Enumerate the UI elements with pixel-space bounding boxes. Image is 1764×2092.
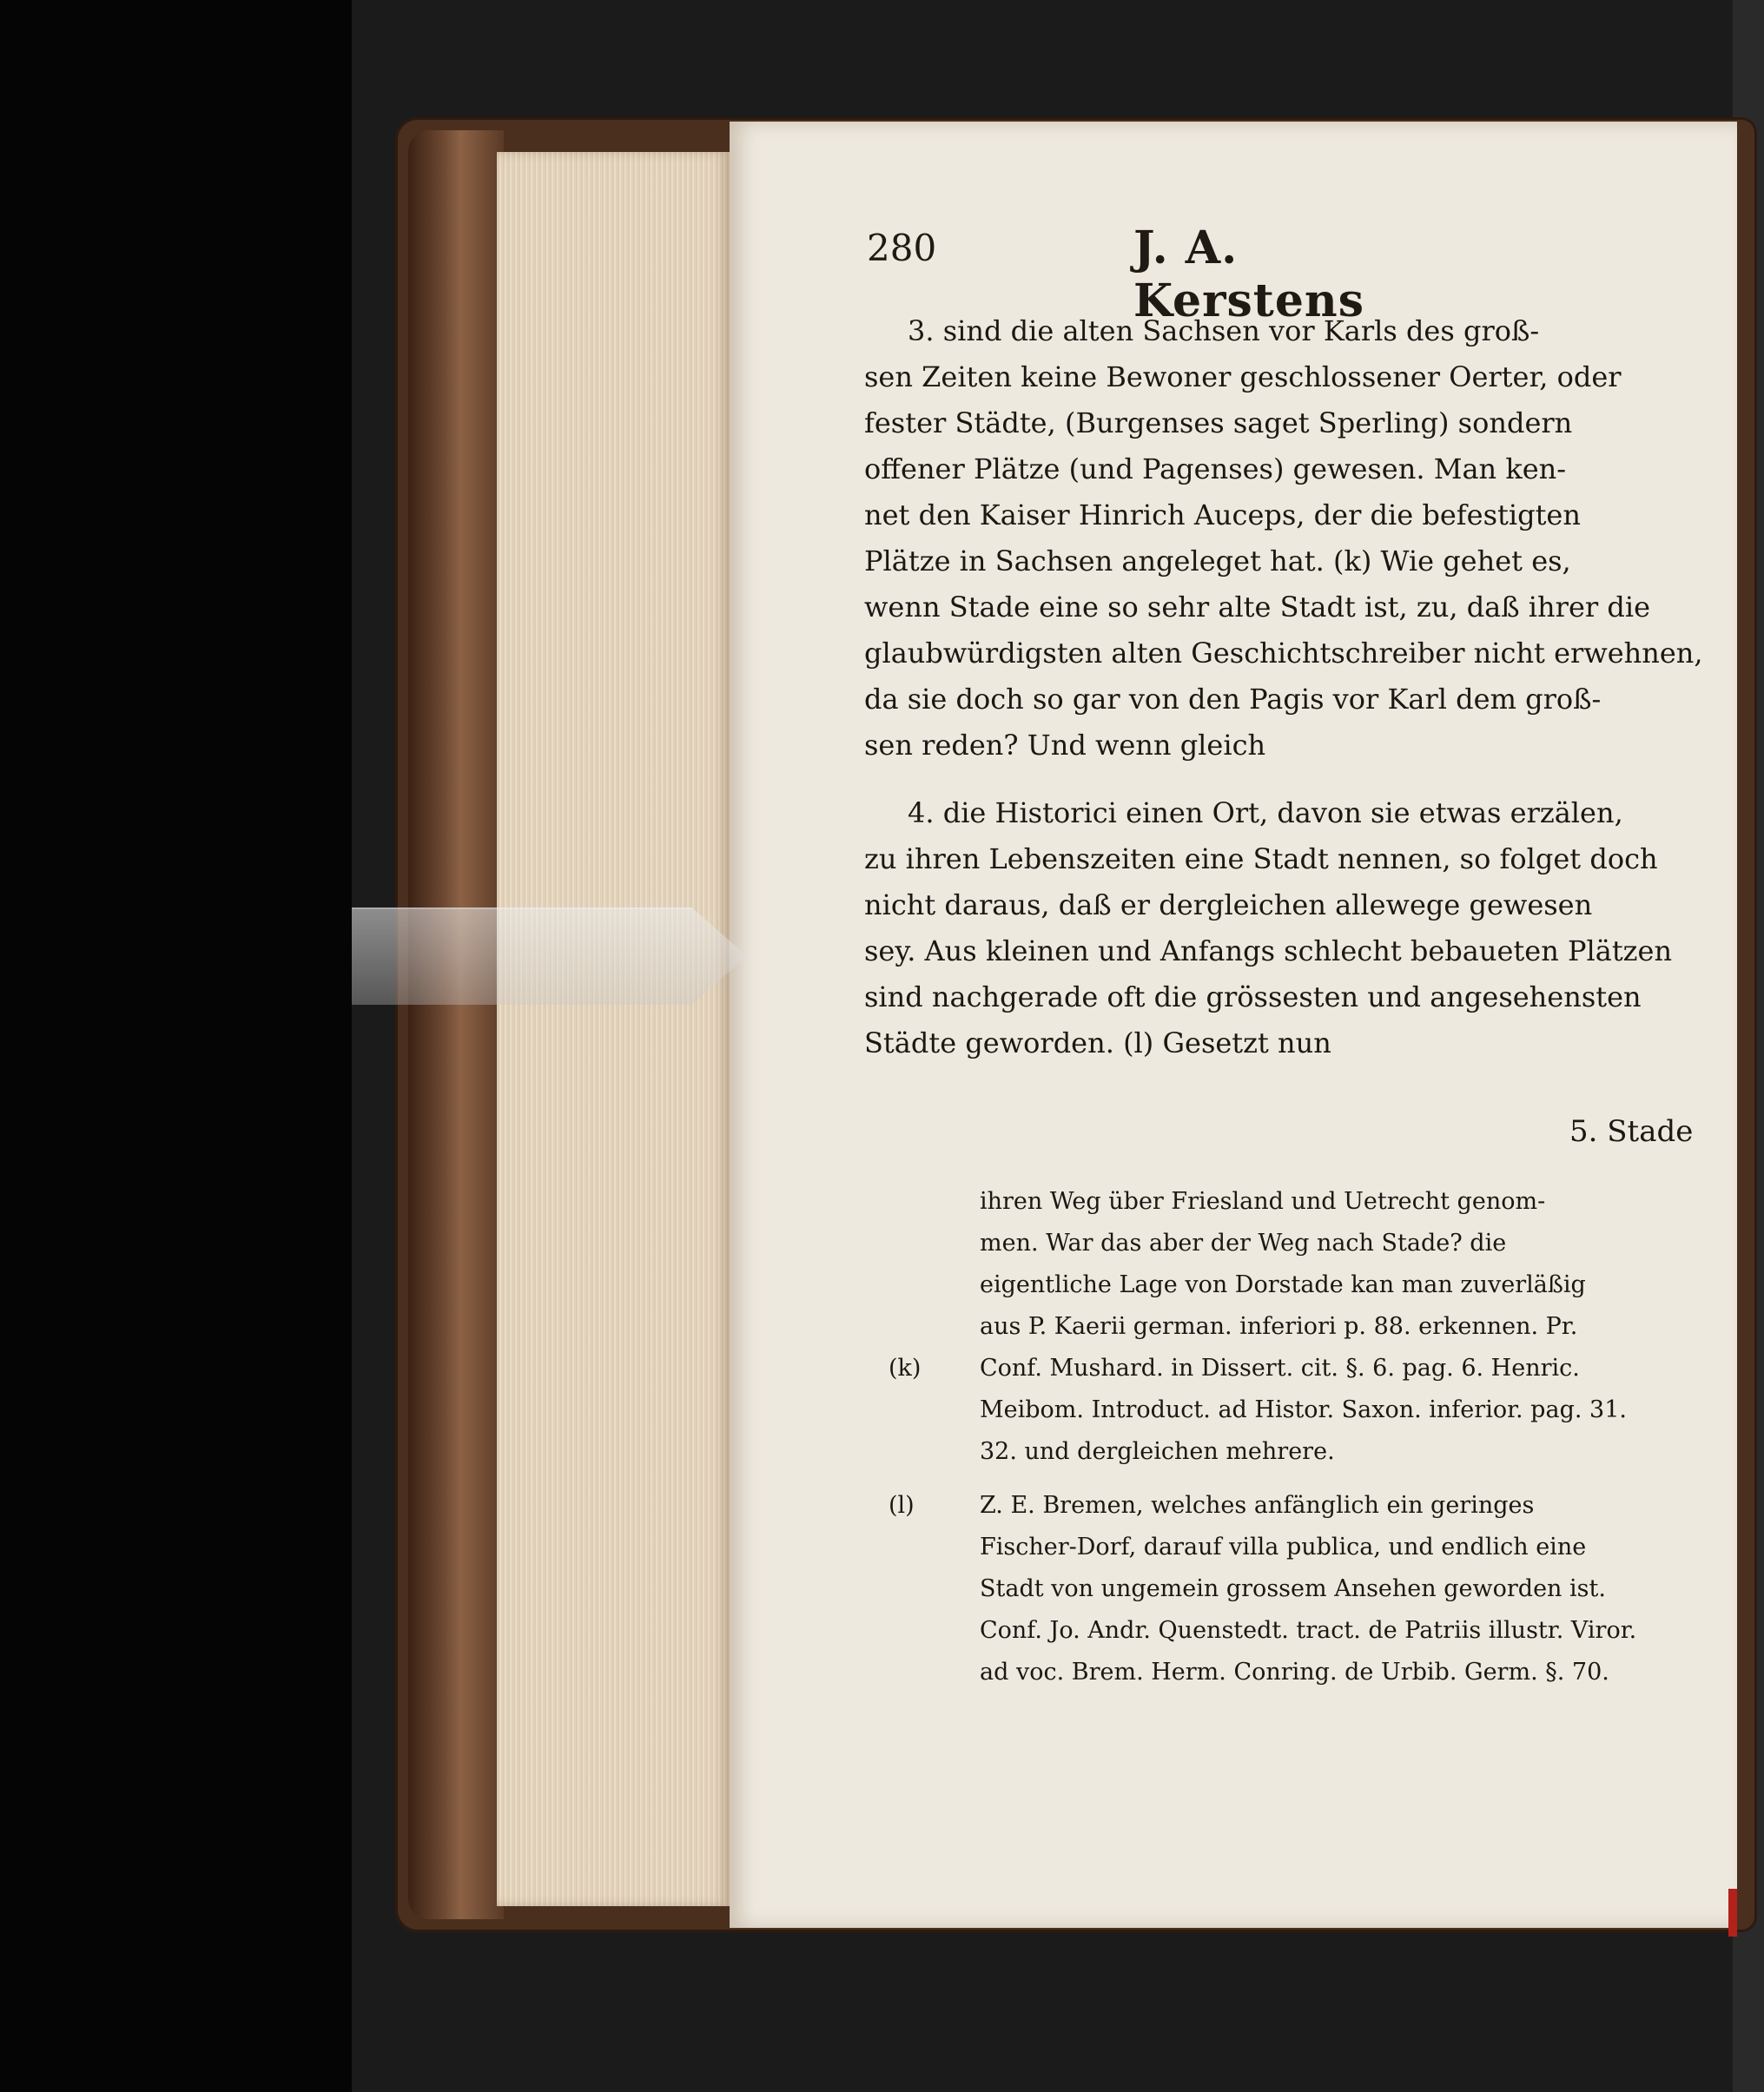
footnote-line: Conf. Mushard. in Dissert. cit. §. 6. pag. 6. Henric. xyxy=(980,1355,1580,1382)
catchword: 5. Stade xyxy=(1569,1114,1694,1149)
footnote-line: Conf. Jo. Andr. Quenstedt. tract. de Patriis illustr. Viror. xyxy=(980,1617,1637,1644)
page-header xyxy=(867,221,1431,327)
footnote-line: Stadt von ungemein grossem Ansehen geworden ist. xyxy=(980,1575,1606,1602)
footnote-mark: (k) xyxy=(889,1355,922,1382)
text-line: zu ihren Lebenszeiten eine Stadt nennen, so folget doch xyxy=(864,842,1658,875)
footnote-line: Fischer-Dorf, darauf villa publica, und endlich eine xyxy=(980,1534,1587,1561)
footnote-line: ihren Weg über Friesland und Uetrecht genom- xyxy=(980,1188,1546,1215)
text-line: Städte geworden. (l) Gesetzt nun xyxy=(864,1026,1331,1059)
text-line: fester Städte, (Burgenses saget Sperling) sondern xyxy=(864,406,1573,439)
footnote-mark: (l) xyxy=(889,1492,915,1519)
text-line: wenn Stade eine so sehr alte Stadt ist, zu, daß ihrer die xyxy=(864,591,1650,624)
book-spine-edge xyxy=(408,130,504,1919)
text-line: glaubwürdigsten alten Geschichtschreiber nicht erwehnen, xyxy=(864,637,1703,670)
footnote-line: Z. E. Bremen, welches anfänglich ein geringes xyxy=(980,1492,1535,1519)
text-line: 3. sind die alten Sachsen vor Karls des groß- xyxy=(908,314,1540,347)
ribbon-marker xyxy=(1728,1889,1737,1937)
main-text xyxy=(864,308,1720,1066)
text-line: Plätze in Sachsen angeleget hat. (k) Wie gehet es, xyxy=(864,544,1571,577)
text-line: sen reden? Und wenn gleich xyxy=(864,729,1266,762)
text-line: sind nachgerade oft die grössesten und angesehensten xyxy=(864,980,1642,1013)
footnote-line: ad voc. Brem. Herm. Conring. de Urbib. Germ. §. 70. xyxy=(980,1659,1609,1686)
footnotes xyxy=(886,1181,1720,1693)
footnote-line: men. War das aber der Weg nach Stade? die xyxy=(980,1230,1507,1257)
text-line: 4. die Historici einen Ort, davon sie etwas erzälen, xyxy=(908,796,1623,829)
text-line: sey. Aus kleinen und Anfangs schlecht bebaueten Plätzen xyxy=(864,934,1673,967)
background-left xyxy=(0,0,352,2092)
text-line: sen Zeiten keine Bewoner geschlossener Oerter, oder xyxy=(864,360,1622,393)
page-block-edge xyxy=(497,152,730,1906)
text-line: nicht daraus, daß er dergleichen allewege gewesen xyxy=(864,888,1593,921)
footnote-line: aus P. Kaerii german. inferiori p. 88. erkennen. Pr. xyxy=(980,1313,1578,1340)
text-line: da sie doch so gar von den Pagis vor Karl dem groß- xyxy=(864,683,1602,716)
footnote-l xyxy=(886,1485,1720,1527)
footnote-line: Meibom. Introduct. ad Histor. Saxon. inferior. pag. 31. xyxy=(980,1396,1627,1423)
footnote-k xyxy=(886,1348,1720,1389)
footnote-line: eigentliche Lage von Dorstade kan man zuverläßig xyxy=(980,1271,1586,1298)
text-line: net den Kaiser Hinrich Auceps, der die befestigten xyxy=(864,498,1581,531)
footnote-line: 32. und dergleichen mehrere. xyxy=(980,1438,1335,1465)
text-line: offener Plätze (und Pagenses) gewesen. Man ken- xyxy=(864,452,1567,485)
page-number: 280 xyxy=(867,227,937,269)
bookmark-clip xyxy=(352,907,747,1005)
running-title: J. A. Kerstens xyxy=(1133,221,1364,327)
